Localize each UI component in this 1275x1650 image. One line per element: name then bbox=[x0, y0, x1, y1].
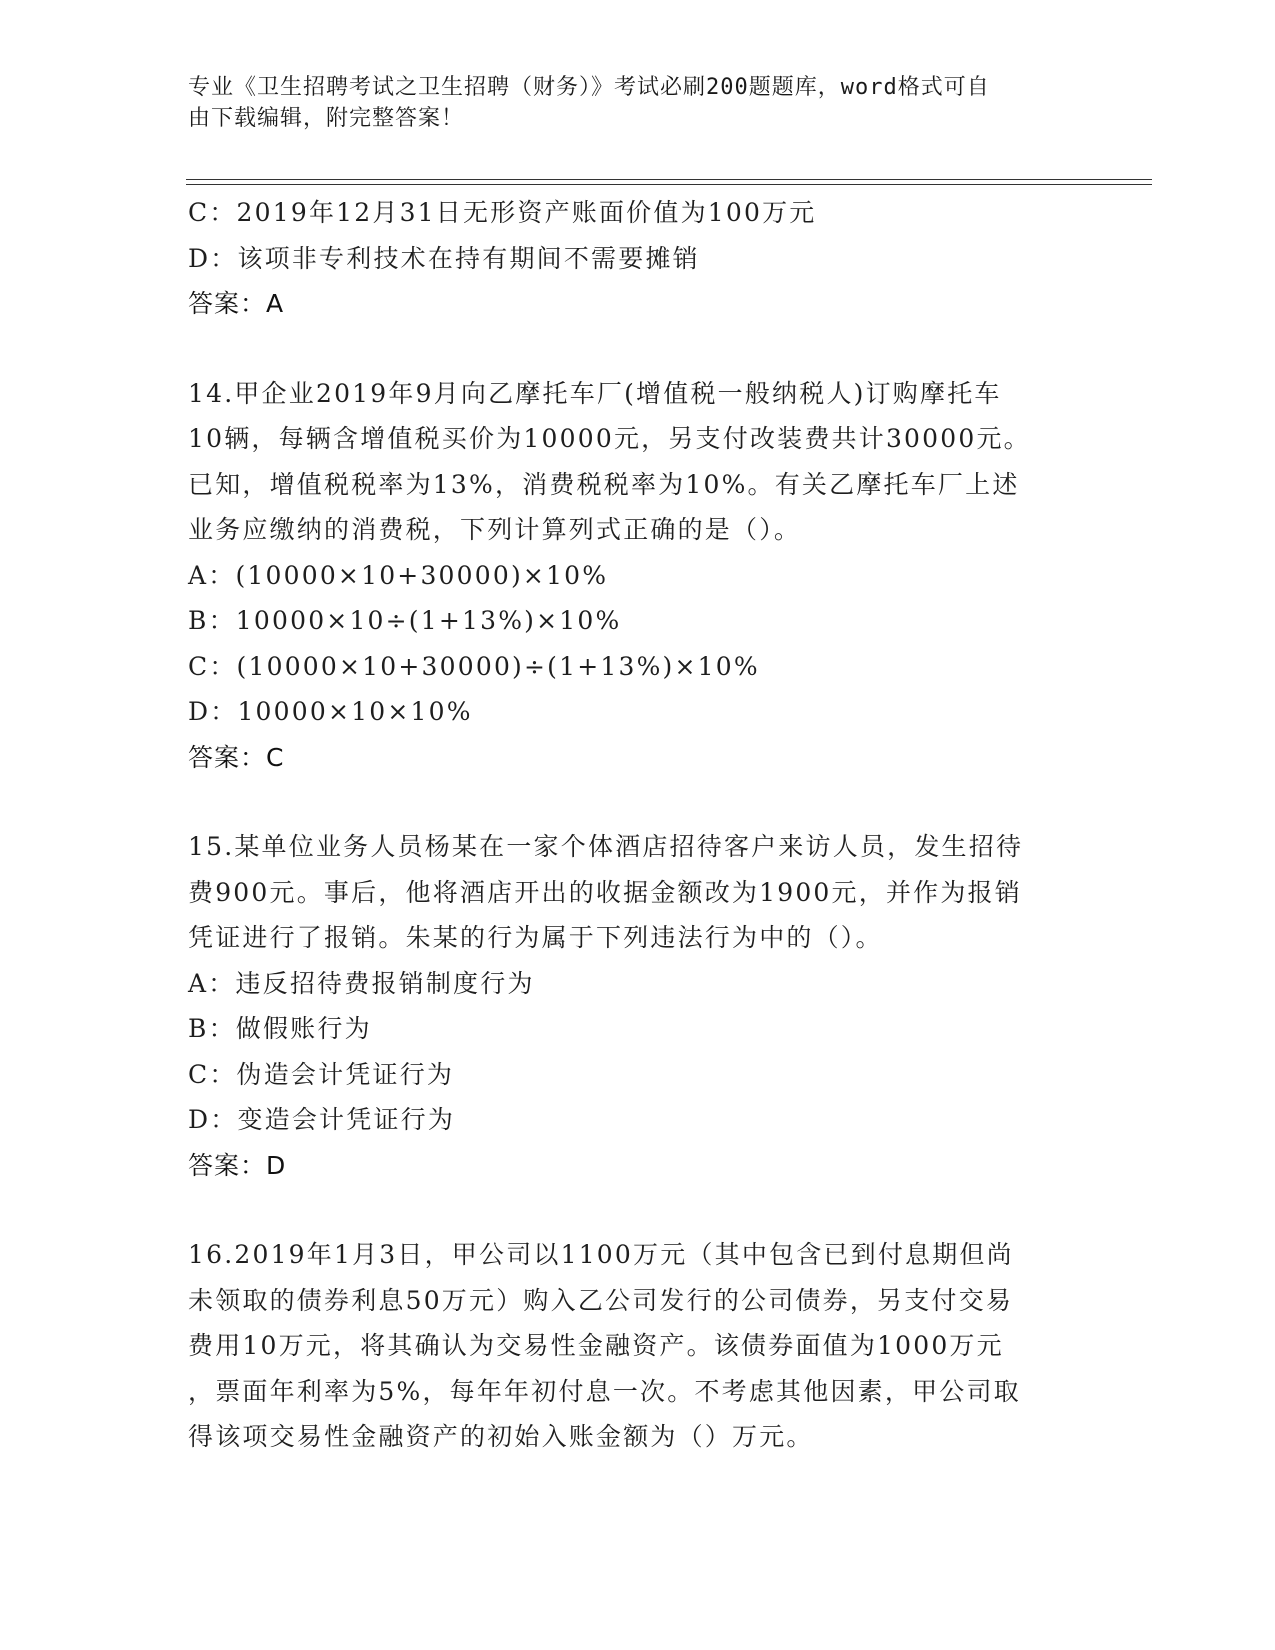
question-stem-line: 14.甲企业2019年9月向乙摩托车厂(增值税一般纳税人)订购摩托车 bbox=[188, 378, 1002, 408]
question-stem-line: 费用10万元，将其确认为交易性金融资产。该债券面值为1000万元 bbox=[188, 1331, 1004, 1360]
spacer bbox=[188, 780, 1088, 824]
option-b: B：做假账行为 bbox=[188, 1014, 372, 1043]
answer-line: 答案：A bbox=[188, 289, 285, 318]
option-c: C：(10000×10+30000)÷(1+13%)×10% bbox=[188, 651, 760, 681]
question-stem-line: 得该项交易性金融资产的初始入账金额为（）万元。 bbox=[188, 1422, 814, 1451]
spacer bbox=[188, 327, 1088, 371]
option-c: C：伪造会计凭证行为 bbox=[188, 1059, 455, 1089]
question-14 bbox=[188, 371, 1088, 781]
option-c: C：2019年12月31日无形资产账面价值为100万元 bbox=[188, 198, 817, 227]
question-stem-line: 15.某单位业务人员杨某在一家个体酒店招待客户来访人员，发生招待 bbox=[188, 832, 1024, 861]
option-d: D：该项非专利技术在持有期间不需要摊销 bbox=[188, 243, 700, 273]
question-15 bbox=[188, 824, 1088, 1188]
header-line-1: 专业《卫生招聘考试之卫生招聘（财务）》考试必刷200题题库，word格式可自 bbox=[188, 75, 990, 100]
question-stem-line: 费900元。事后，他将酒店开出的收据金额改为1900元，并作为报销 bbox=[188, 877, 1022, 907]
option-d: D：变造会计凭证行为 bbox=[188, 1105, 456, 1134]
question-stem-line: 业务应缴纳的消费税，下列计算列式正确的是（）。 bbox=[188, 515, 802, 544]
header-line-2: 由下载编辑，附完整答案！ bbox=[188, 106, 465, 131]
question-stem-line: 未领取的债券利息50万元）购入乙公司发行的公司债券，另支付交易 bbox=[188, 1285, 1014, 1315]
question-stem-line: 已知，增值税税率为13%，消费税税率为10%。有关乙摩托车厂上述 bbox=[188, 469, 1020, 499]
document-body bbox=[188, 190, 1088, 1460]
answer-line: 答案：C bbox=[188, 742, 285, 772]
header-divider-bottom bbox=[186, 184, 1152, 185]
document-header bbox=[188, 72, 1068, 134]
option-b: B：10000×10÷(1+13%)×10% bbox=[188, 606, 622, 635]
question-16 bbox=[188, 1232, 1088, 1460]
answer-line: 答案：D bbox=[188, 1150, 287, 1180]
option-d: D：10000×10×10% bbox=[188, 697, 473, 726]
header-divider-top bbox=[186, 179, 1152, 180]
question-stem-line: ，票面年利率为5%，每年年初付息一次。不考虑其他因素，甲公司取 bbox=[188, 1376, 1021, 1406]
question-13-continued bbox=[188, 190, 1088, 327]
option-a: A：违反招待费报销制度行为 bbox=[188, 968, 535, 998]
question-stem-line: 10辆，每辆含增值税买价为10000元，另支付改装费共计30000元。 bbox=[188, 424, 1031, 453]
question-stem-line: 16.2019年1月3日，甲公司以1100万元（其中包含已到付息期但尚 bbox=[188, 1240, 1014, 1269]
spacer bbox=[188, 1188, 1088, 1232]
question-stem-line: 凭证进行了报销。朱某的行为属于下列违法行为中的（）。 bbox=[188, 923, 883, 952]
option-a: A：(10000×10+30000)×10% bbox=[188, 560, 609, 590]
